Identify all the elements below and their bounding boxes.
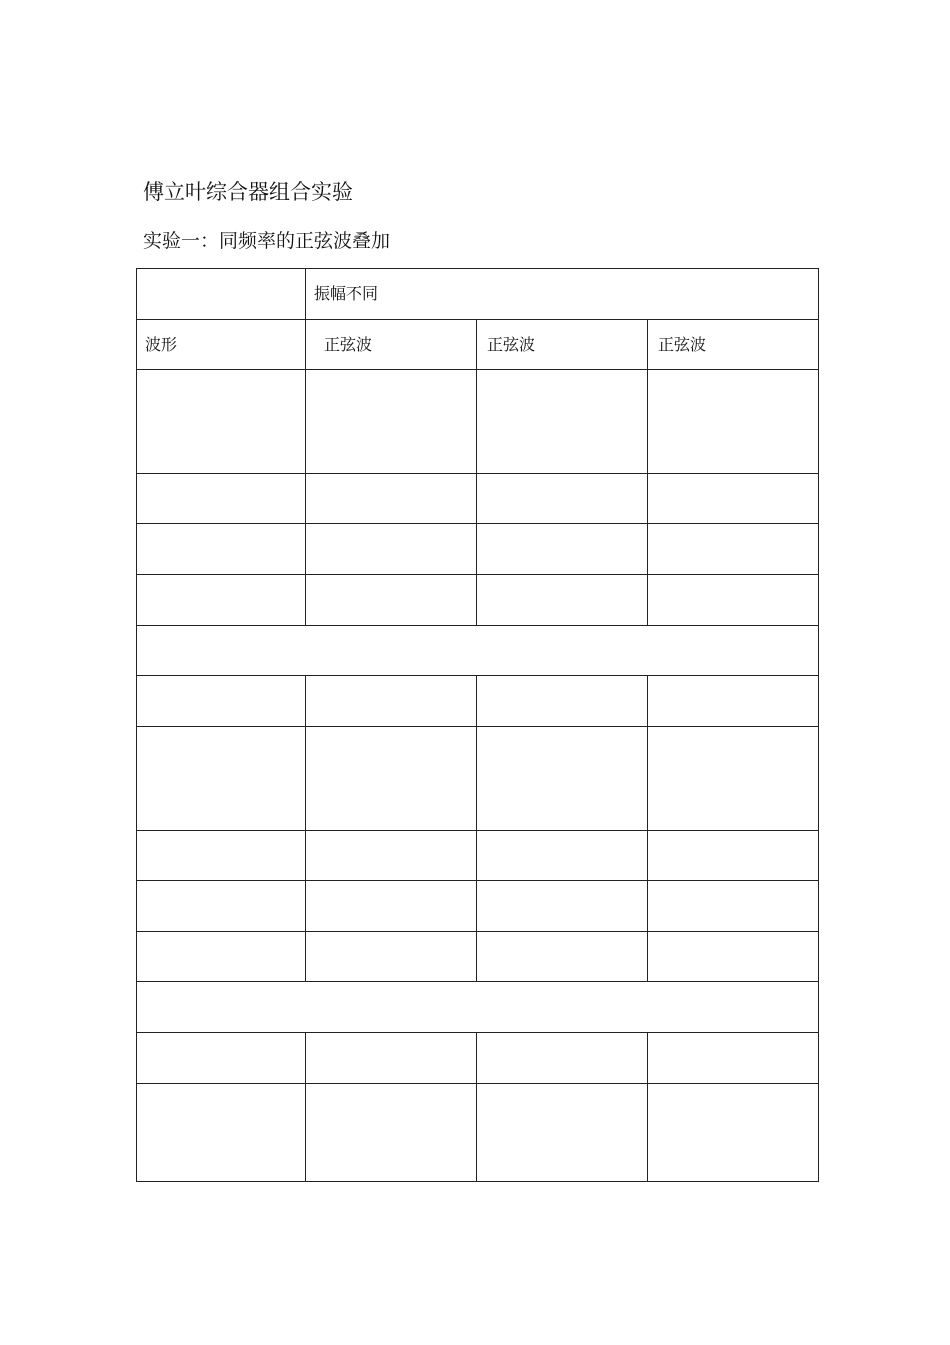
- table-cell[interactable]: [137, 831, 306, 881]
- table-row: [137, 370, 819, 474]
- table-cell[interactable]: [648, 831, 819, 881]
- table-cell[interactable]: [306, 524, 477, 575]
- table-cell[interactable]: [137, 524, 306, 575]
- table-row: [137, 881, 819, 932]
- column-header-cell: 正弦波: [477, 320, 648, 370]
- table-cell[interactable]: [306, 831, 477, 881]
- table-row: [137, 831, 819, 881]
- section-title: 实验一：同频率的正弦波叠加: [143, 230, 391, 252]
- table-row: [137, 982, 819, 1033]
- table-row: [137, 676, 819, 727]
- table-cell[interactable]: [648, 1033, 819, 1084]
- table-cell[interactable]: [648, 676, 819, 727]
- table-cell[interactable]: [477, 575, 648, 626]
- table-cell[interactable]: [137, 474, 306, 524]
- experiment-table: [136, 268, 819, 1182]
- table-cell[interactable]: [648, 524, 819, 575]
- table-row: [137, 626, 819, 676]
- table-cell[interactable]: [306, 727, 477, 831]
- table-row: [137, 1084, 819, 1182]
- column-header-cell: 正弦波: [648, 320, 819, 370]
- document-title: 傅立叶综合器组合实验: [143, 180, 353, 204]
- table-cell[interactable]: [137, 727, 306, 831]
- merged-row-cell[interactable]: [137, 982, 819, 1033]
- table-cell[interactable]: [137, 269, 306, 320]
- table-cell[interactable]: [477, 1033, 648, 1084]
- table-cell[interactable]: [137, 370, 306, 474]
- table-cell[interactable]: [137, 575, 306, 626]
- table-cell[interactable]: [137, 1084, 306, 1182]
- table-cell[interactable]: [477, 1084, 648, 1182]
- table-row: [137, 269, 819, 320]
- table-cell[interactable]: [648, 575, 819, 626]
- table-cell[interactable]: [648, 881, 819, 932]
- table-cell[interactable]: [477, 524, 648, 575]
- table-cell[interactable]: [306, 1084, 477, 1182]
- table-cell[interactable]: [477, 831, 648, 881]
- table-cell[interactable]: [477, 370, 648, 474]
- table-cell[interactable]: [137, 932, 306, 982]
- table-cell[interactable]: [477, 932, 648, 982]
- merged-row-cell[interactable]: [137, 626, 819, 676]
- waveform-label-cell: 波形: [137, 320, 306, 370]
- table-row: [137, 474, 819, 524]
- table-cell[interactable]: [477, 474, 648, 524]
- table-cell[interactable]: [648, 932, 819, 982]
- table-cell[interactable]: [137, 881, 306, 932]
- table-cell[interactable]: [648, 1084, 819, 1182]
- table-cell[interactable]: [137, 676, 306, 727]
- table-cell[interactable]: [477, 727, 648, 831]
- table-cell[interactable]: [306, 881, 477, 932]
- group-header-cell: 振幅不同: [306, 269, 819, 320]
- table-row: [137, 727, 819, 831]
- table-row: [137, 932, 819, 982]
- table-row: [137, 575, 819, 626]
- table-cell[interactable]: [648, 370, 819, 474]
- table-cell[interactable]: [306, 370, 477, 474]
- table-row: [137, 320, 819, 370]
- table-cell[interactable]: [306, 474, 477, 524]
- table-cell[interactable]: [306, 676, 477, 727]
- table-cell[interactable]: [306, 932, 477, 982]
- table-row: [137, 524, 819, 575]
- table-row: [137, 1033, 819, 1084]
- column-header-cell: 正弦波: [306, 320, 477, 370]
- table-cell[interactable]: [477, 881, 648, 932]
- table-cell[interactable]: [648, 474, 819, 524]
- table-cell[interactable]: [477, 676, 648, 727]
- table-cell[interactable]: [137, 1033, 306, 1084]
- table-cell[interactable]: [306, 1033, 477, 1084]
- table-cell[interactable]: [648, 727, 819, 831]
- table-cell[interactable]: [306, 575, 477, 626]
